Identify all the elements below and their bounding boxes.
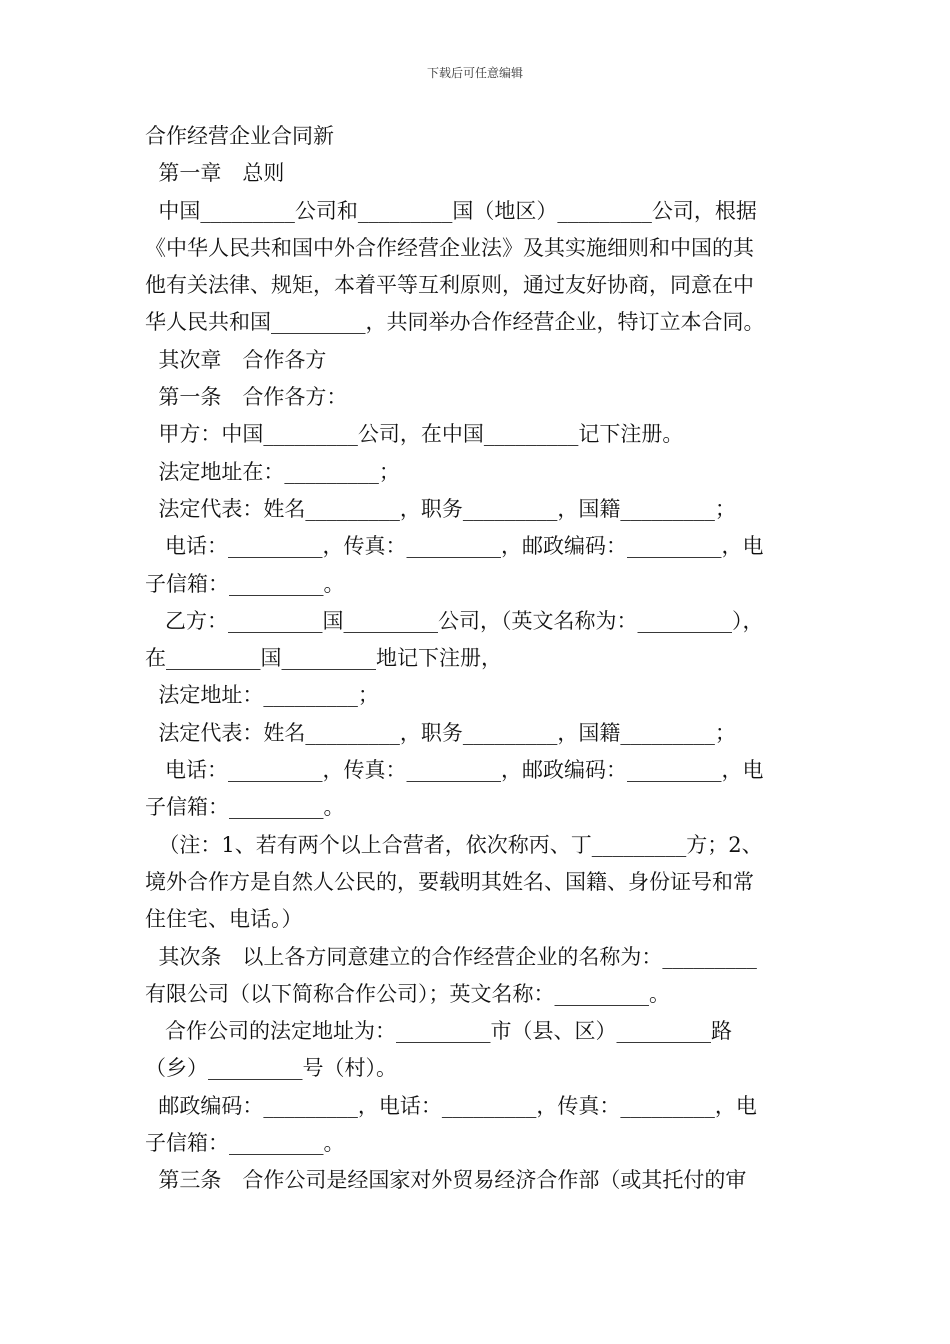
text-line: 合作公司的法定地址为：_________市（县、区）_________路	[145, 1019, 733, 1044]
text-line: 邮政编码：_________，电话：_________，传真：_________，电	[145, 1093, 757, 1118]
text-line: 甲方：中国_________公司，在中国_________记下注册。	[145, 422, 684, 447]
text-line: 法定代表：姓名_________，职务_________，国籍_________；	[145, 496, 736, 521]
text-line: 法定地址：_________；	[145, 683, 379, 708]
text-line: 第一章 总则	[145, 161, 285, 186]
text-line: 《中华人民共和国中外合作经营企业法》及其实施细则和中国的其	[145, 235, 754, 260]
text-line: 子信箱：_________。	[145, 1131, 345, 1156]
document-body	[145, 118, 815, 1200]
text-line: 住住宅、电话。）	[145, 907, 303, 932]
text-line: 有限公司（以下简称合作公司）；英文名称：_________。	[145, 981, 670, 1006]
text-line: 电话：_________，传真：_________，邮政编码：_________，电	[145, 534, 764, 559]
text-line: 境外合作方是自然人公民的，要载明其姓名、国籍、身份证号和常	[145, 869, 754, 894]
text-line: 法定代表：姓名_________，职务_________，国籍_________；	[145, 720, 736, 745]
text-line: 其次章 合作各方	[145, 347, 327, 372]
text-line: （乡）_________号（村）。	[145, 1056, 397, 1081]
text-line: （注：1、若有两个以上合营者，依次称丙、丁_________方；2、	[145, 832, 763, 857]
text-line: 华人民共和国_________，共同举办合作经营企业，特订立本合同。	[145, 310, 765, 335]
header-note: 下载后可任意编辑	[426, 66, 523, 80]
text-line: 子信箱：_________。	[145, 795, 345, 820]
text-line: 电话：_________，传真：_________，邮政编码：_________，电	[145, 758, 764, 783]
text-line: 乙方：_________国_________公司，（英文名称为：_________），	[145, 608, 764, 633]
text-line: 他有关法律、规矩，本着平等互利原则，通过友好协商，同意在中	[145, 273, 754, 298]
text-line: 合作经营企业合同新	[145, 124, 334, 148]
text-line: 中国_________公司和_________国（地区）_________公司，根据	[145, 198, 757, 223]
text-line: 在_________国_________地记下注册，	[145, 646, 502, 671]
text-line: 其次条 以上各方同意建立的合作经营企业的名称为：_________	[145, 944, 757, 969]
text-line: 子信箱：_________。	[145, 571, 345, 596]
text-line: 第一条 合作各方：	[145, 385, 348, 410]
text-line: 第三条 合作公司是经国家对外贸易经济合作部（或其托付的审	[145, 1168, 747, 1193]
text-line: 法定地址在：_________；	[145, 459, 400, 484]
